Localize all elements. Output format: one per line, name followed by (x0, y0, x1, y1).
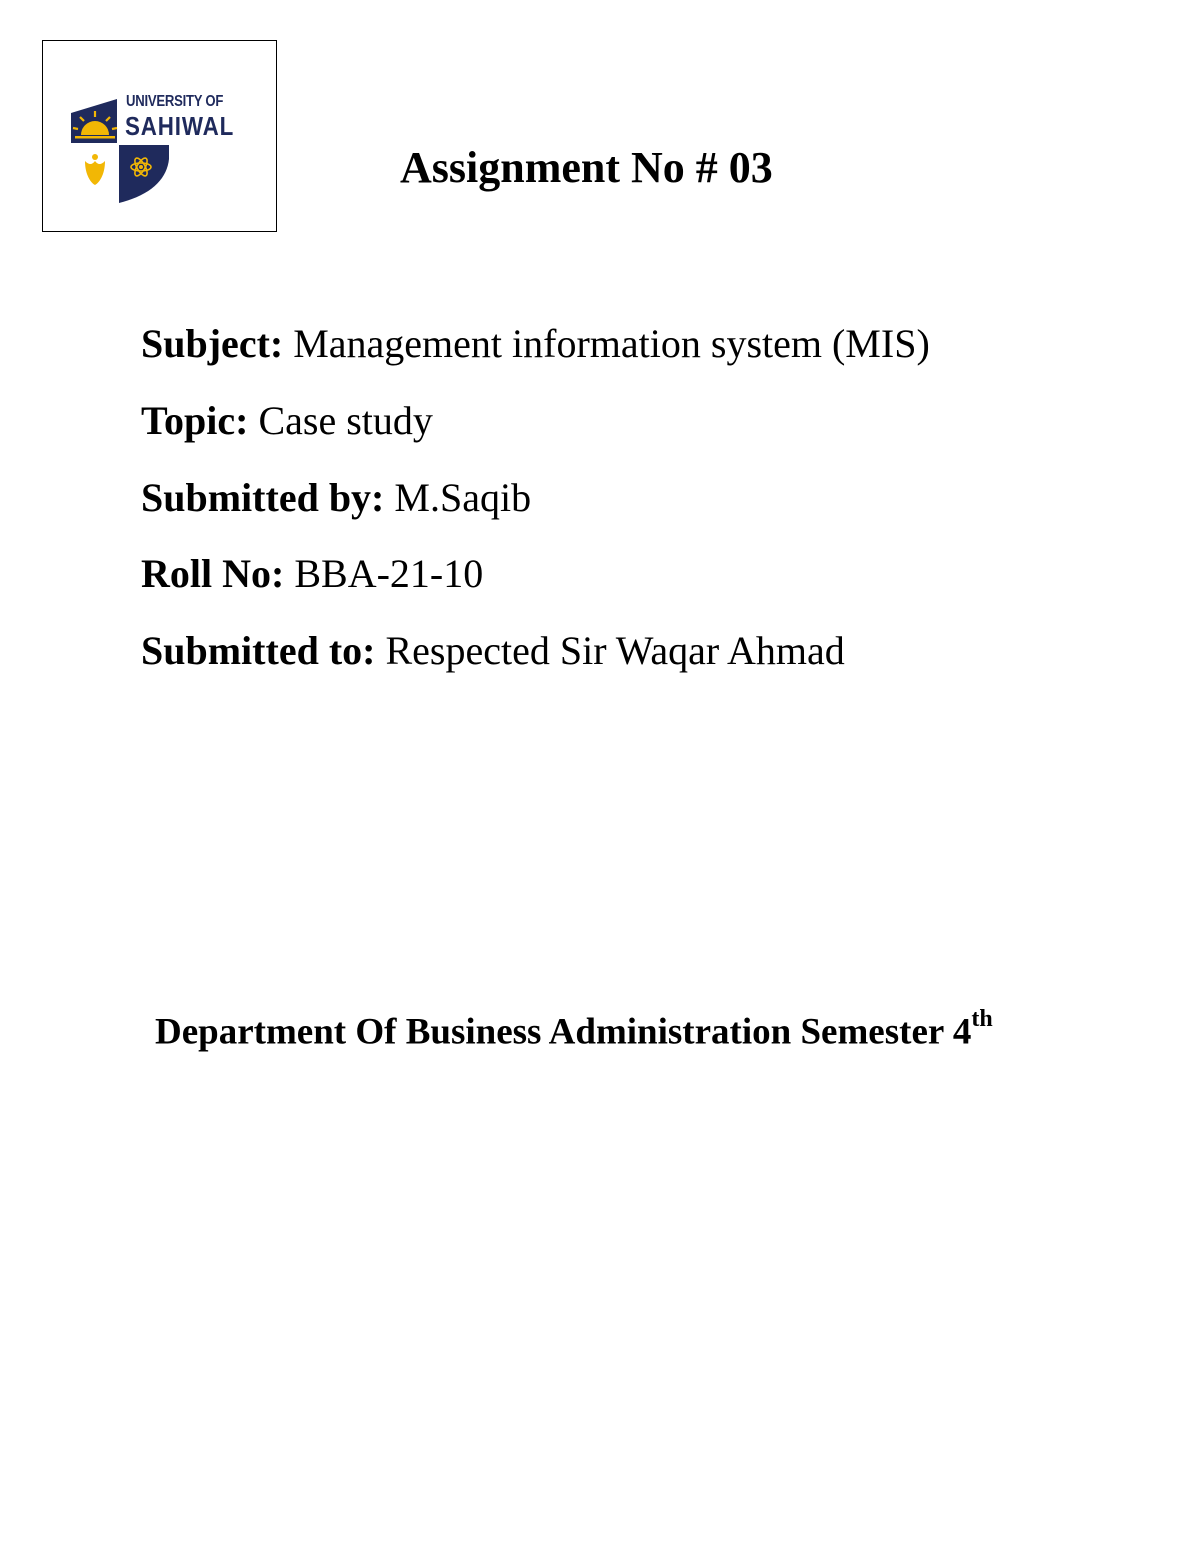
topic-label: Topic: (141, 398, 249, 443)
department-footer (155, 1006, 993, 1053)
topic-value: Case study (258, 398, 433, 443)
topic-row (141, 397, 433, 444)
submitted-to-value: Respected Sir Waqar Ahmad (385, 628, 845, 673)
roll-no-label: Roll No: (141, 551, 285, 596)
subject-row (141, 320, 930, 367)
submitted-to-row (141, 627, 845, 674)
semester-superscript: th (971, 1006, 993, 1032)
roll-no-row (141, 550, 483, 597)
submitted-to-label: Submitted to: (141, 628, 376, 673)
submitted-by-value: M.Saqib (394, 475, 532, 520)
roll-no-value: BBA-21-10 (294, 551, 484, 596)
submitted-by-row (141, 474, 531, 521)
department-text: Department Of Business Administration Semester 4 (155, 1011, 972, 1053)
subject-value: Management information system (MIS) (293, 321, 930, 366)
atom-emblem-icon (119, 145, 169, 203)
logo-text-university-of: UNIVERSITY OF (126, 93, 224, 110)
assignment-title: Assignment No # 03 (400, 143, 773, 192)
university-shield-icon (67, 91, 127, 203)
subject-label: Subject: (141, 321, 284, 366)
university-logo (42, 40, 277, 232)
logo-text-sahiwal: SAHIWAL (125, 111, 235, 141)
submitted-by-label: Submitted by: (141, 475, 385, 520)
